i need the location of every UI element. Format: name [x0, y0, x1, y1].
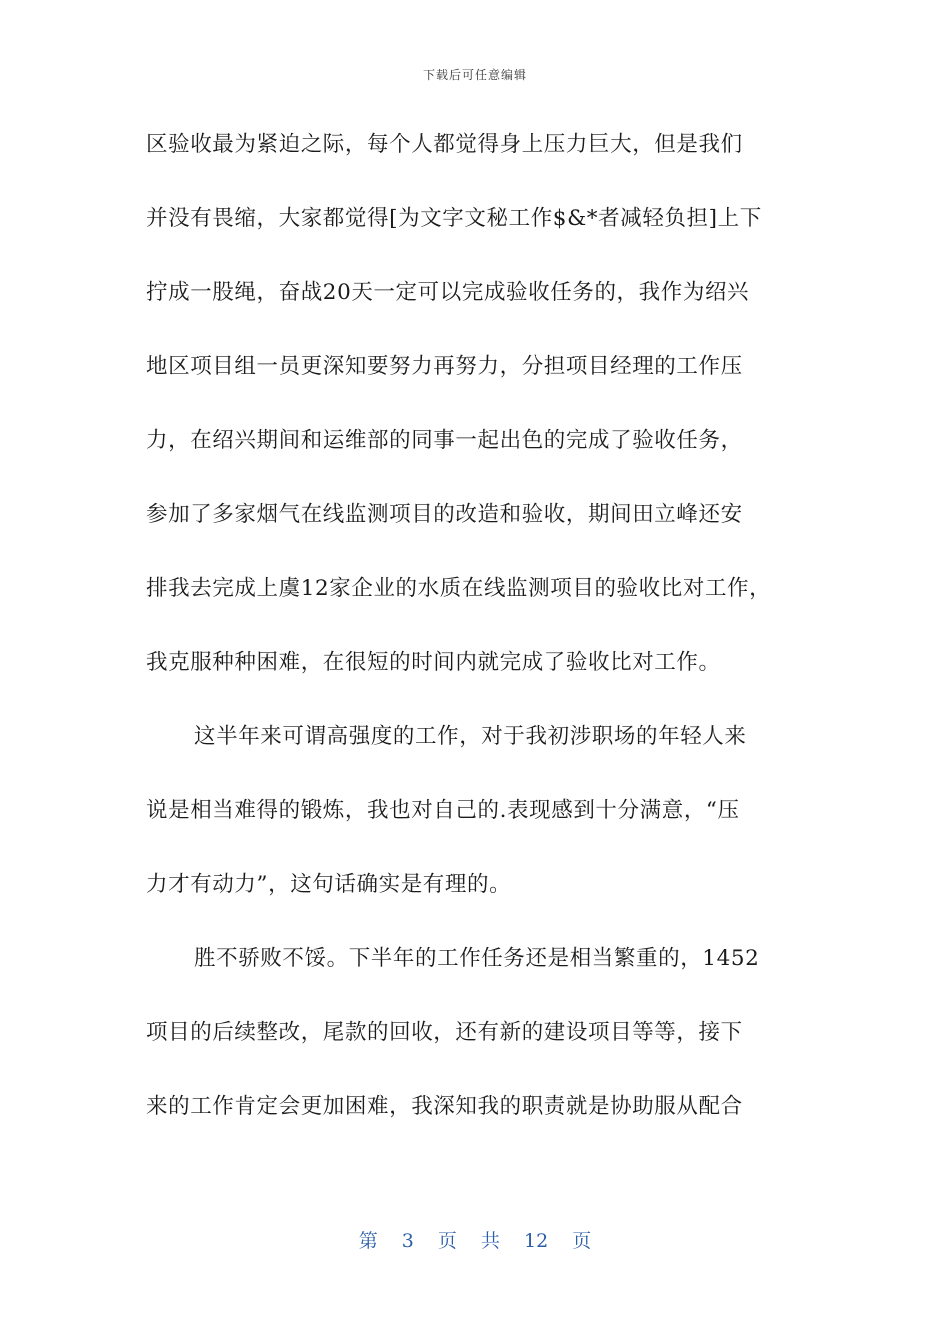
- text-line: 来的工作肯定会更加困难，我深知我的职责就是协助服从配合: [146, 1094, 743, 1119]
- text-line: 并没有畏缩，大家都觉得[为文字文秘工作$&*者减轻负担]上下: [146, 206, 762, 231]
- page-header: 下载后可任意编辑: [422, 68, 527, 82]
- text-line: 排我去完成上虞12家企业的水质在线监测项目的验收比对工作，: [146, 576, 772, 601]
- page-label-gong: 共: [480, 1230, 500, 1252]
- current-page-number: 3: [401, 1230, 414, 1252]
- text-line: 区验收最为紧迫之际，每个人都觉得身上压力巨大，但是我们: [146, 132, 743, 157]
- text-line: 我克服种种困难，在很短的时间内就完成了验收比对工作。: [146, 650, 721, 675]
- page-footer: [0, 1226, 950, 1253]
- paragraph-start-line: 胜不骄败不馁。下半年的工作任务还是相当繁重的，1452: [194, 946, 760, 971]
- page-label-ye: 页: [437, 1230, 457, 1252]
- page-label-ye-total: 页: [572, 1230, 592, 1252]
- page-label-di: 第: [358, 1230, 378, 1252]
- text-line: 说是相当难得的锻炼，我也对自己的.表现感到十分满意，“压: [146, 798, 740, 823]
- document-body: [146, 122, 810, 1158]
- text-line: 拧成一股绳，奋战20天一定可以完成验收任务的，我作为绍兴: [146, 280, 750, 305]
- paragraph-start-line: 这半年来可谓高强度的工作，对于我初涉职场的年轻人来: [194, 724, 747, 749]
- text-line: 力，在绍兴期间和运维部的同事一起出色的完成了验收任务，: [146, 428, 743, 453]
- text-line: 地区项目组一员更深知要努力再努力，分担项目经理的工作压: [146, 354, 743, 379]
- text-line: 参加了多家烟气在线监测项目的改造和验收，期间田立峰还安: [146, 502, 743, 527]
- text-line: 力才有动力”，这句话确实是有理的。: [146, 872, 512, 897]
- text-line: 项目的后续整改，尾款的回收，还有新的建设项目等等，接下: [146, 1020, 743, 1045]
- total-pages-number: 12: [524, 1230, 549, 1252]
